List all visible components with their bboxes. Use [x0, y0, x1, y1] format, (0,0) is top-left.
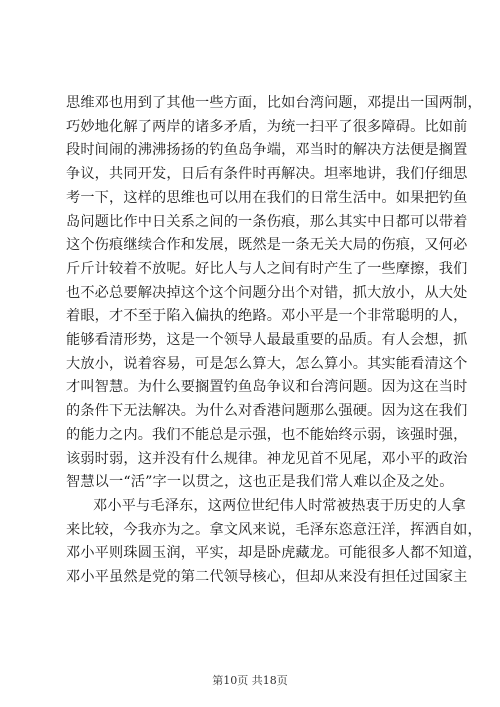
- text-line: 能够看清形势，这是一个领导人最最重要的品质。有人会想，抓: [66, 332, 468, 349]
- text-line: 邓小平与毛泽东，这两位世纪伟人时常被热衷于历史的人拿: [93, 497, 466, 514]
- text-line: 段时间闹的沸沸扬扬的钓鱼岛争端，邓当时的解决方法便是搁置: [66, 142, 468, 159]
- text-line: 邓小平则珠圆玉润，平实，却是卧虎藏龙。可能很多人都不知道，: [66, 545, 482, 562]
- paragraph-2: [66, 495, 482, 590]
- paragraph-1: [66, 92, 482, 495]
- text-line: 邓小平虽然是党的第二代领导核心，但却从来没有担任过国家主: [66, 569, 468, 586]
- text-line: 该弱时弱，这并没有什么规律。神龙见首不见尾，邓小平的政治: [66, 450, 468, 467]
- text-line: 斤斤计较着不放呢。好比人与人之间有时产生了一些摩擦，我们: [66, 260, 468, 277]
- text-line: 才叫智慧。为什么要搁置钓鱼岛争议和台湾问题。因为这在当时: [66, 379, 468, 396]
- text-line: 的能力之内。我们不能总是示强，也不能始终示弱，该强时强，: [66, 426, 468, 443]
- text-line: 的条件下无法解决。为什么对香港问题那么强硬。因为这在我们: [66, 403, 468, 420]
- body-text: [66, 92, 482, 590]
- text-line: 岛问题比作中日关系之间的一条伤痕，那么其实中日都可以带着: [66, 213, 468, 230]
- text-line: 这个伤痕继续合作和发展，既然是一条无关大局的伤痕，又何必: [66, 237, 468, 254]
- text-line: 也不必总要解决掉这个这个问题分出个对错，抓大放小，从大处: [66, 284, 468, 301]
- text-line: 着眼，才不至于陷入偏执的绝路。邓小平是一个非常聪明的人，: [66, 308, 468, 325]
- text-line: 巧妙地化解了两岸的诸多矛盾，为统一扫平了很多障碍。比如前: [66, 118, 468, 135]
- text-line: 思维邓也用到了其他一些方面，比如台湾问题，邓提出一国两制，: [66, 95, 482, 111]
- page-number-footer: 第10页 共18页: [212, 674, 288, 687]
- text-line: 来比较，今我亦为之。拿文风来说，毛泽东恣意汪洋，挥洒自如，: [66, 521, 482, 538]
- text-line: 智慧以一“活”字一以贯之，这也正是我们常人难以企及之处。: [66, 474, 454, 491]
- text-line: 大放小，说着容易，可是怎么算大，怎么算小。其实能看清这个: [66, 355, 468, 372]
- text-line: 争议，共同开发，日后有条件时再解决。坦率地讲，我们仔细思: [66, 166, 468, 183]
- text-line: 考一下，这样的思维也可以用在我们的日常生活中。如果把钓鱼: [66, 189, 468, 206]
